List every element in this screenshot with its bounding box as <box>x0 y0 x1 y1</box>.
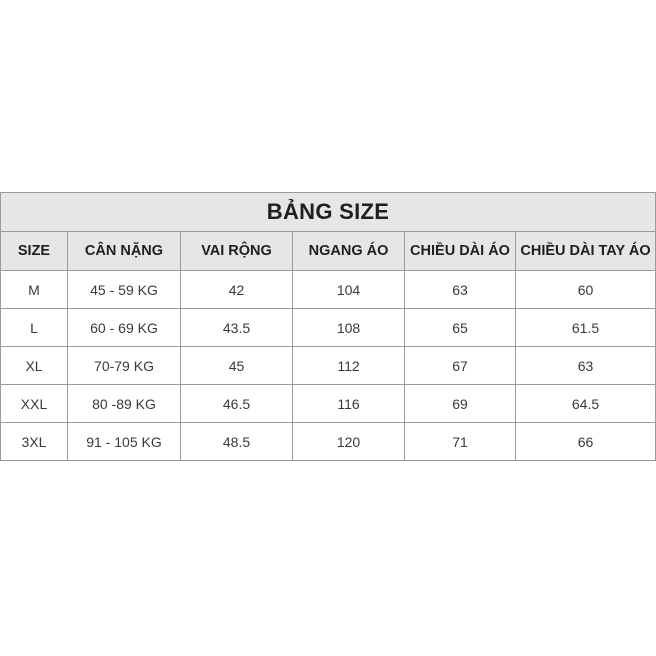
chest-width-cell: 116 <box>293 385 405 423</box>
size-cell: XL <box>1 347 68 385</box>
shirt-length-cell: 71 <box>405 423 516 461</box>
weight-cell: 60 - 69 KG <box>68 309 181 347</box>
sleeve-length-cell: 61.5 <box>516 309 656 347</box>
table-title-row <box>1 193 656 232</box>
shoulder-width-cell: 43.5 <box>181 309 293 347</box>
chest-width-cell: 104 <box>293 271 405 309</box>
shoulder-width-cell: 48.5 <box>181 423 293 461</box>
chest-width-cell: 112 <box>293 347 405 385</box>
shoulder-width-cell: 42 <box>181 271 293 309</box>
chest-width-cell: 120 <box>293 423 405 461</box>
shoulder-width-cell: 46.5 <box>181 385 293 423</box>
size-cell: XXL <box>1 385 68 423</box>
shirt-length-cell: 65 <box>405 309 516 347</box>
size-chart-table <box>0 192 656 461</box>
sleeve-length-cell: 63 <box>516 347 656 385</box>
column-header-size: SIZE <box>1 232 68 271</box>
weight-cell: 70-79 KG <box>68 347 181 385</box>
size-cell: 3XL <box>1 423 68 461</box>
table-row <box>1 271 656 309</box>
column-header-weight: CÂN NẶNG <box>68 232 181 271</box>
chest-width-cell: 108 <box>293 309 405 347</box>
shirt-length-cell: 67 <box>405 347 516 385</box>
shirt-length-cell: 63 <box>405 271 516 309</box>
sleeve-length-cell: 60 <box>516 271 656 309</box>
table-row <box>1 423 656 461</box>
weight-cell: 80 -89 KG <box>68 385 181 423</box>
table-row <box>1 347 656 385</box>
size-cell: L <box>1 309 68 347</box>
table-row <box>1 385 656 423</box>
column-header-sleeve-length: CHIỀU DÀI TAY ÁO <box>516 232 656 271</box>
sleeve-length-cell: 64.5 <box>516 385 656 423</box>
column-header-chest-width: NGANG ÁO <box>293 232 405 271</box>
sleeve-length-cell: 66 <box>516 423 656 461</box>
shirt-length-cell: 69 <box>405 385 516 423</box>
table-header-row <box>1 232 656 271</box>
table-row <box>1 309 656 347</box>
size-cell: M <box>1 271 68 309</box>
column-header-shoulder-width: VAI RỘNG <box>181 232 293 271</box>
shoulder-width-cell: 45 <box>181 347 293 385</box>
table-title: BẢNG SIZE <box>1 193 656 232</box>
weight-cell: 45 - 59 KG <box>68 271 181 309</box>
weight-cell: 91 - 105 KG <box>68 423 181 461</box>
column-header-shirt-length: CHIỀU DÀI ÁO <box>405 232 516 271</box>
